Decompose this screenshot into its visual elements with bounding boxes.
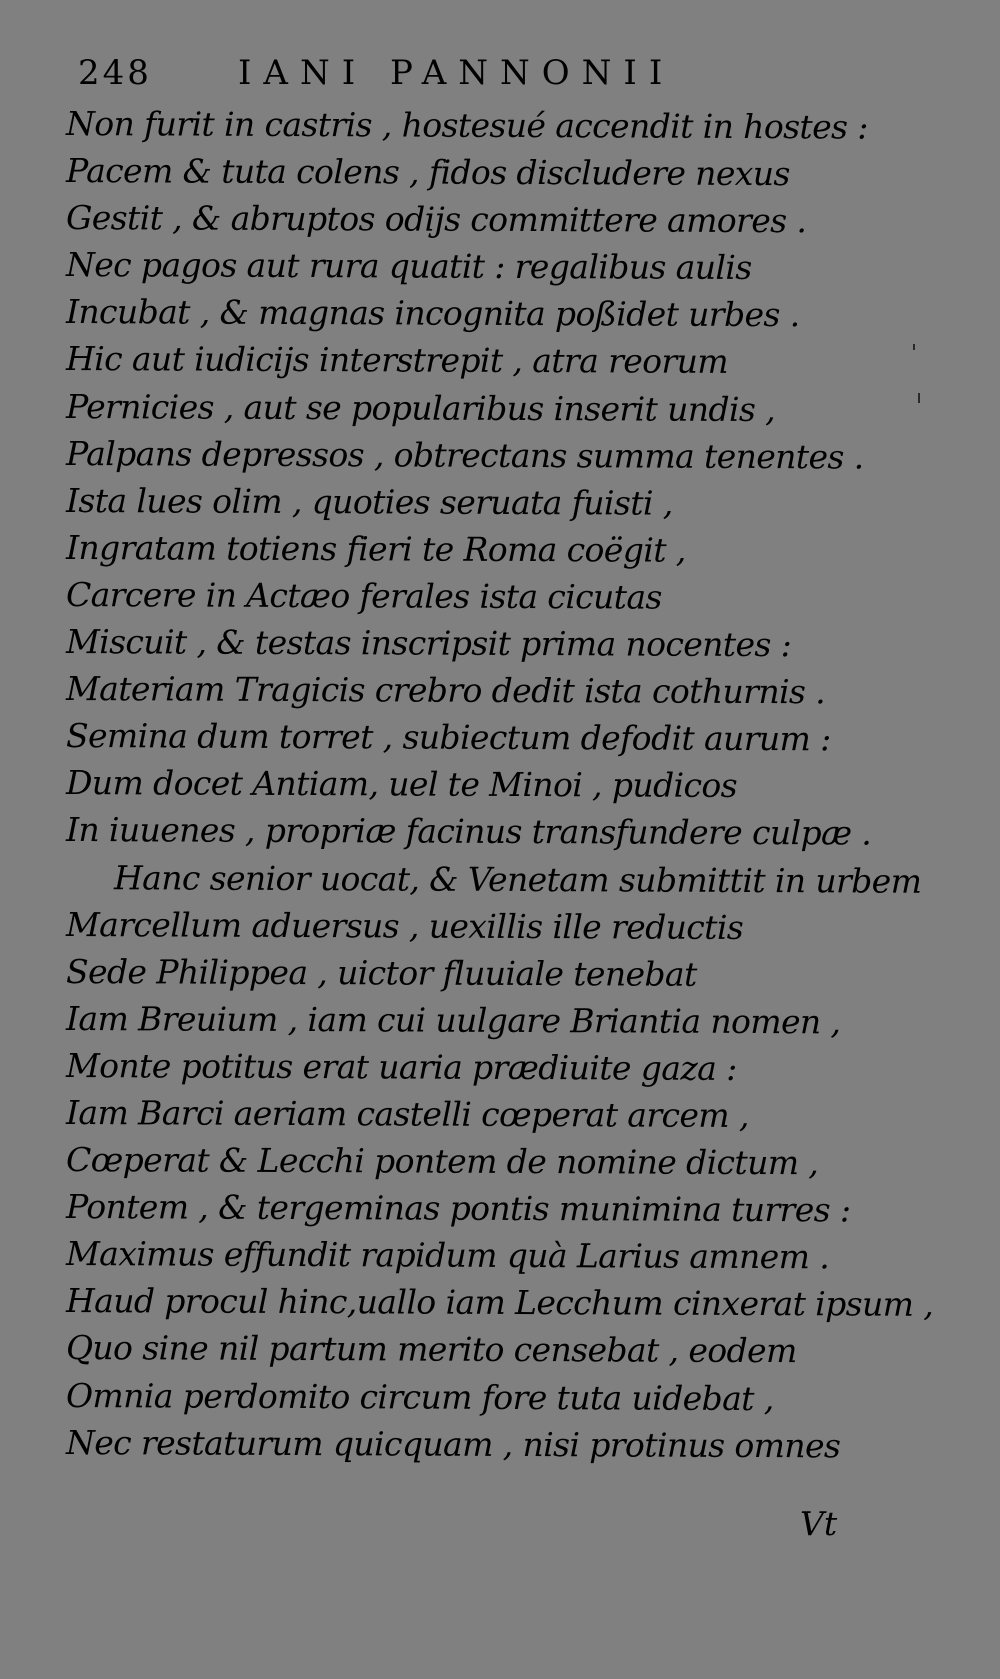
verse-line: Sede Philippea , uictor fluuiale tenebat: [65, 951, 697, 994]
verse-line: Dum docet Antiam, uel te Minoi , pudicos: [65, 763, 738, 806]
verse-line: Palpans depressos , obtrectans summa tenentes .: [65, 433, 864, 477]
verse-line: Maximus effundit rapidum quà Larius amnem .: [65, 1234, 830, 1277]
verse-line: Iam Barci aeriam castelli cœperat arcem ,: [65, 1092, 749, 1135]
page-number: 248: [78, 53, 152, 93]
verse-line: Iam Breuium , iam cui uulgare Briantia nomen ,: [65, 998, 841, 1042]
verse-line: Marcellum aduersus , uexillis ille reductis: [65, 904, 744, 947]
ink-speck: [918, 393, 920, 403]
verse-line: Materiam Tragicis crebro dedit ista cothurnis .: [65, 669, 826, 712]
verse-line: Semina dum torret , subiectum defodit aurum :: [65, 716, 831, 759]
verse-line: Nec restaturum quicquam , nisi protinus omnes: [65, 1422, 841, 1466]
verse-line: Gestit , & abruptos odijs committere amores .: [65, 198, 807, 241]
verse-block: [65, 100, 934, 1466]
verse-line: Pontem , & tergeminas pontis munimina turres :: [65, 1187, 851, 1230]
verse-line: In iuuenes , propriæ facinus transfundere culpæ .: [65, 810, 872, 853]
verse-line: Non furit in castris , hostesué accendit in hostes :: [65, 104, 868, 147]
verse-line: Omnia perdomito circum fore tuta uidebat ,: [65, 1375, 774, 1418]
verse-line: Pacem & tuta colens , fidos discludere nexus: [65, 151, 790, 194]
verse-line: Miscuit , & testas inscripsit prima nocentes :: [65, 622, 792, 665]
ink-speck: [913, 344, 915, 350]
running-head: IANI PANNONII: [238, 53, 675, 93]
verse-line: Cœperat & Lecchi pontem de nomine dictum ,: [65, 1140, 819, 1183]
verse-line-indented: Hanc senior uocat, & Venetam submittit in urbem: [113, 857, 922, 901]
verse-line: Carcere in Actæo ferales ista cicutas: [65, 574, 662, 617]
verse-line: Haud procul hinc,uallo iam Lecchum cinxerat ipsum ,: [65, 1281, 934, 1325]
verse-line: Nec pagos aut rura quatit : regalibus aulis: [65, 245, 752, 288]
verse-line: Quo sine nil partum merito censebat , eodem: [65, 1328, 797, 1371]
verse-line: Ista lues olim , quoties seruata fuisti ,: [65, 480, 673, 523]
verse-line: Pernicies , aut se popularibus inserit undis ,: [65, 386, 776, 429]
catchword: Vt: [800, 1504, 838, 1543]
verse-line: Ingratam totiens fieri te Roma coëgit ,: [65, 527, 686, 570]
verse-line: Monte potitus erat uaria prædiuite gaza :: [65, 1045, 737, 1088]
verse-line: Hic aut iudicijs interstrepit , atra reorum: [65, 339, 729, 382]
verse-line: Incubat , & magnas incognita poßidet urbes .: [65, 292, 800, 335]
page-header: [78, 50, 758, 96]
